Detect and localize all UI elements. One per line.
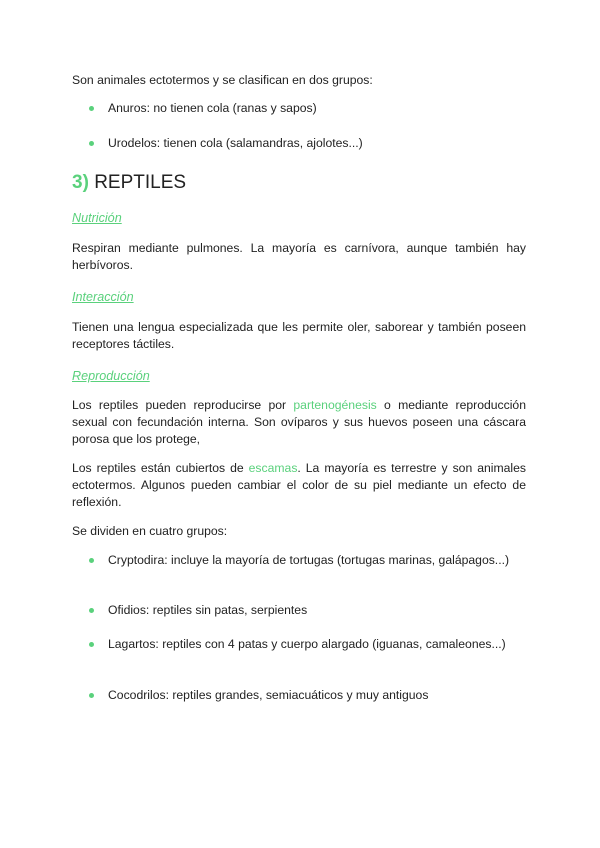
section-number: 3)	[72, 172, 89, 193]
bullet-icon	[89, 693, 94, 698]
reproduccion-paragraph-2: Los reptiles están cubiertos de escamas. La mayoría es terrestre y son animales ectotermos. Algunos pueden cambiar el color de su piel mediante un efecto de reflexión.	[72, 461, 526, 509]
bullet-icon	[89, 141, 94, 146]
nutricion-text: Respiran mediante pulmones. La mayoría es carnívora, aunque también hay herbívoros.	[72, 241, 526, 272]
bullet-icon	[89, 642, 94, 647]
subheading-nutricion: Nutrición	[72, 211, 122, 225]
intro-text: Son animales ectotermos y se clasifican en dos grupos:	[72, 73, 373, 87]
subheading-reproduccion: Reproducción	[72, 369, 150, 383]
section-heading	[72, 172, 186, 194]
subheading-interaccion: Interacción	[72, 290, 134, 304]
bullet-icon	[89, 558, 94, 563]
highlight-term: escamas	[248, 461, 298, 475]
reproduccion-paragraph-1: Los reptiles pueden reproducirse por partenogénesis o mediante reproducción sexual con fecundación interna. Son ovíparos y sus huevos poseen una cáscara porosa que los protege,	[72, 398, 526, 446]
groups-intro-text: Se dividen en cuatro grupos:	[72, 524, 228, 538]
section-title: REPTILES	[94, 172, 187, 193]
highlight-term: partenogénesis	[293, 398, 377, 412]
bullet-icon	[89, 608, 94, 613]
bullet-icon	[89, 106, 94, 111]
interaccion-text: Tienen una lengua especializada que les permite oler, saborear y también poseen receptores táctiles.	[72, 320, 526, 351]
